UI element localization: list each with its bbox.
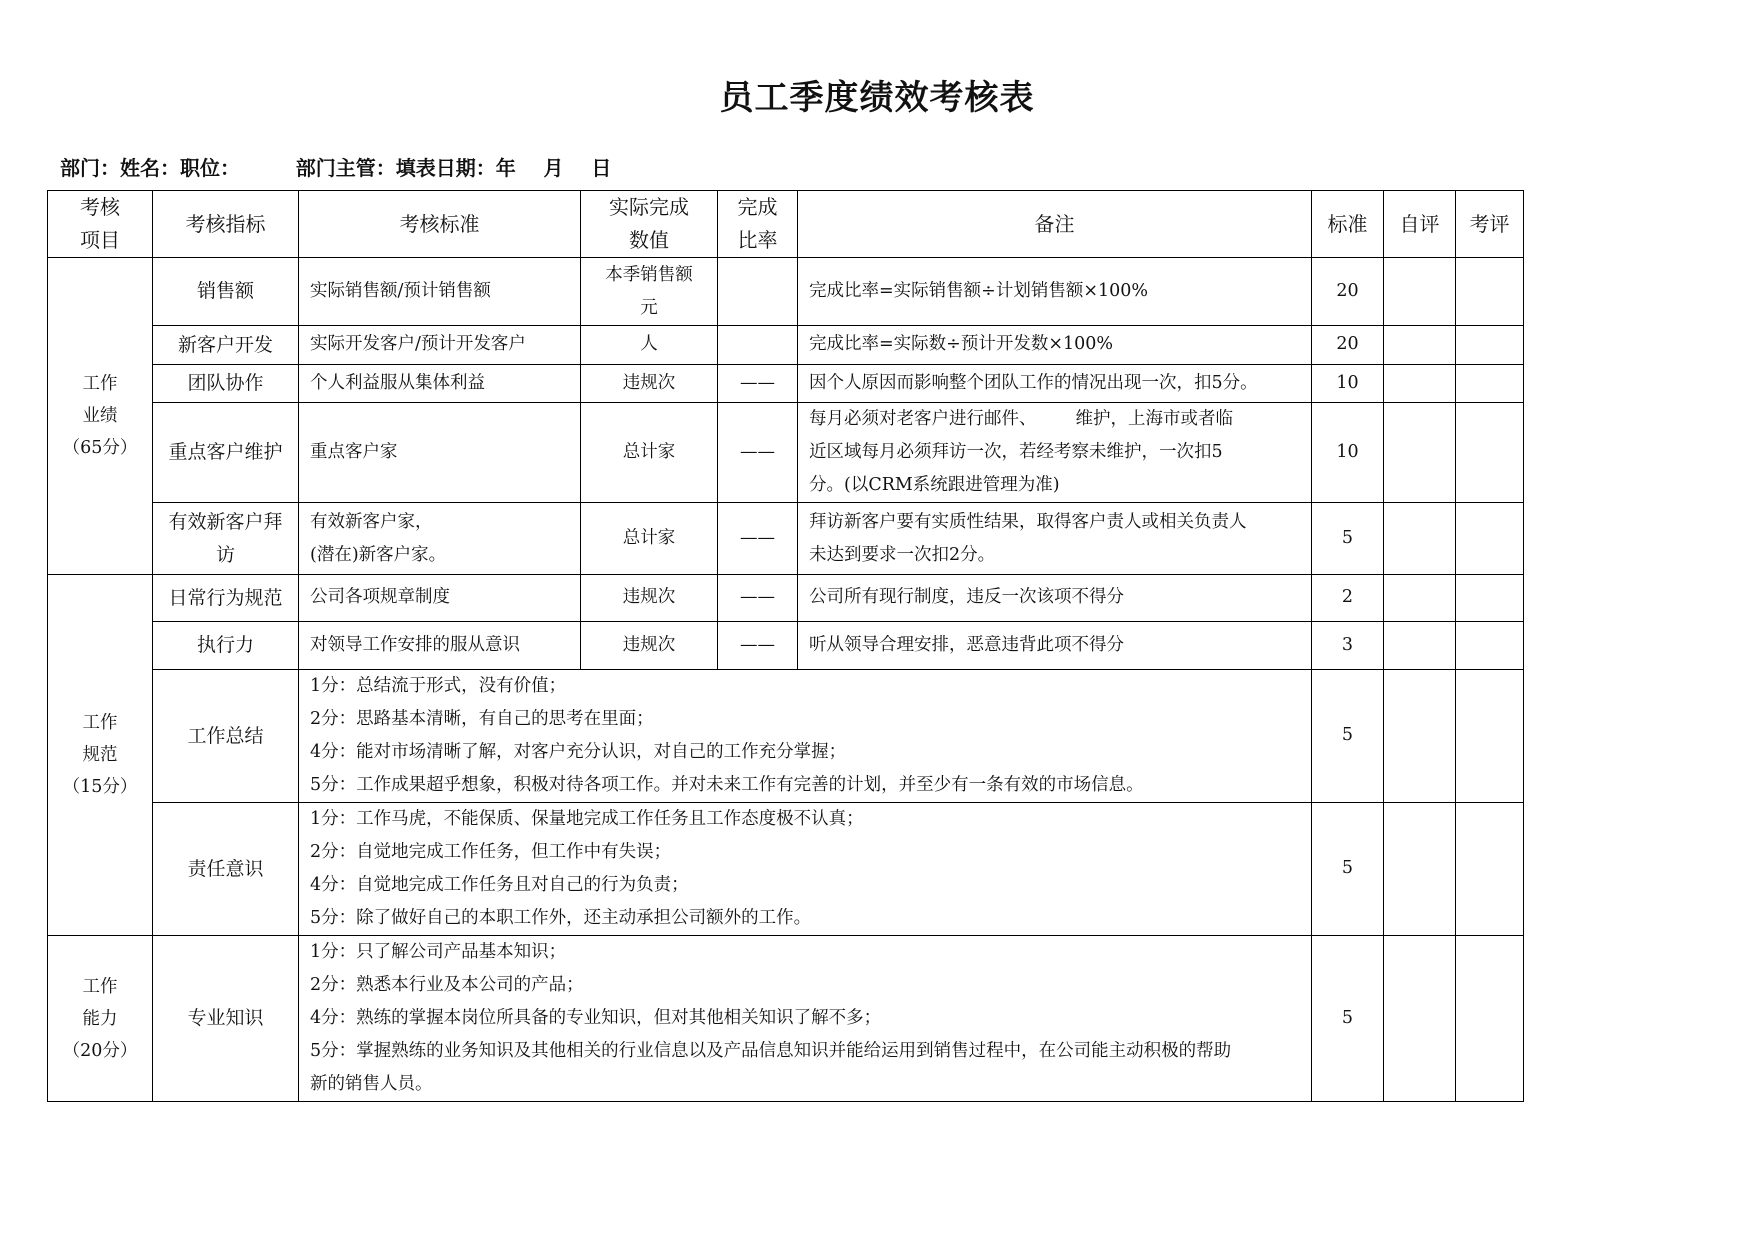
ratio-cell [718, 258, 798, 326]
table-row [48, 258, 1524, 326]
indicator-cell: 销售额 [153, 258, 299, 326]
self-eval-cell[interactable] [1384, 670, 1456, 803]
actual-cell: 人 [581, 326, 718, 365]
table-row [48, 503, 1524, 575]
actual-cell: 违规次 [581, 365, 718, 403]
header-ratio: 完成 比率 [718, 191, 798, 258]
score-cell: 5 [1312, 936, 1384, 1102]
score-cell: 2 [1312, 575, 1384, 622]
table-row [48, 936, 1524, 1102]
actual-cell: 本季销售额 元 [581, 258, 718, 326]
ratio-cell: —— [718, 622, 798, 670]
review-cell[interactable] [1456, 258, 1524, 326]
self-eval-cell[interactable] [1384, 575, 1456, 622]
remark-cell: 拜访新客户要有实质性结果，取得客户责人或相关负责人 未达到要求一次扣2分。 [798, 503, 1312, 575]
remark-cell: 每月必须对老客户进行邮件、 维护，上海市或者临 近区域每月必须拜访一次，若经考察未维护，一次扣5 分。(以CRM系统跟进管理为准) [798, 403, 1312, 503]
table-row [48, 670, 1524, 803]
indicator-cell: 重点客户维护 [153, 403, 299, 503]
review-cell[interactable] [1456, 365, 1524, 403]
table-row [48, 326, 1524, 365]
self-eval-cell[interactable] [1384, 258, 1456, 326]
review-cell[interactable] [1456, 575, 1524, 622]
category-ability: 工作 能力 （20分） [48, 936, 153, 1102]
remark-cell: 公司所有现行制度，违反一次该项不得分 [798, 575, 1312, 622]
score-cell: 20 [1312, 258, 1384, 326]
criteria-cell: 1分：工作马虎，不能保质、保量地完成工作任务且工作态度极不认真； 2分：自觉地完成工作任务，但工作中有失误； 4分：自觉地完成工作任务且对自己的行为负责； 5分：除了做好自己的本职工作外，还主动承担公司额外的工作。 [299, 803, 1312, 936]
header-self-eval: 自评 [1384, 191, 1456, 258]
review-cell[interactable] [1456, 622, 1524, 670]
table-row [48, 622, 1524, 670]
actual-cell: 总计家 [581, 503, 718, 575]
header-remark: 备注 [798, 191, 1312, 258]
indicator-cell: 日常行为规范 [153, 575, 299, 622]
criteria-cell: 1分：总结流于形式，没有价值； 2分：思路基本清晰，有自己的思考在里面； 4分：能对市场清晰了解，对客户充分认识，对自己的工作充分掌握； 5分：工作成果超乎想象，积极对待各项工作。并对未来工作有完善的计划，并至少有一条有效的市场信息。 [299, 670, 1312, 803]
review-cell[interactable] [1456, 326, 1524, 365]
ratio-cell [718, 326, 798, 365]
self-eval-cell[interactable] [1384, 803, 1456, 936]
review-cell[interactable] [1456, 936, 1524, 1102]
evaluation-table [47, 190, 1524, 1102]
table-row [48, 803, 1524, 936]
self-eval-cell[interactable] [1384, 326, 1456, 365]
category-conduct: 工作 规范 （15分） [48, 575, 153, 936]
actual-cell: 违规次 [581, 622, 718, 670]
standard-cell: 实际开发客户/预计开发客户 [299, 326, 581, 365]
score-cell: 5 [1312, 503, 1384, 575]
indicator-cell: 新客户开发 [153, 326, 299, 365]
remark-cell: 完成比率=实际数÷预计开发数×100% [798, 326, 1312, 365]
score-cell: 10 [1312, 403, 1384, 503]
remark-cell: 因个人原因而影响整个团队工作的情况出现一次，扣5分。 [798, 365, 1312, 403]
ratio-cell: —— [718, 403, 798, 503]
review-cell[interactable] [1456, 670, 1524, 803]
score-cell: 10 [1312, 365, 1384, 403]
table-row [48, 365, 1524, 403]
indicator-cell: 专业知识 [153, 936, 299, 1102]
self-eval-cell[interactable] [1384, 936, 1456, 1102]
criteria-cell: 1分：只了解公司产品基本知识； 2分：熟悉本行业及本公司的产品； 4分：熟练的掌握本岗位所具备的专业知识，但对其他相关知识了解不多； 5分：掌握熟练的业务知识及其他相关的行业信息以及产品信息知识并能给运用到销售过程中，在公司能主动积极的帮助 新的销售人员。 [299, 936, 1312, 1102]
header-item: 考核 项目 [48, 191, 153, 258]
standard-cell: 实际销售额/预计销售额 [299, 258, 581, 326]
header-score-standard: 标准 [1312, 191, 1384, 258]
table-row [48, 575, 1524, 622]
self-eval-cell[interactable] [1384, 503, 1456, 575]
standard-cell: 个人利益服从集体利益 [299, 365, 581, 403]
header-actual: 实际完成 数值 [581, 191, 718, 258]
review-cell[interactable] [1456, 803, 1524, 936]
indicator-cell: 责任意识 [153, 803, 299, 936]
score-cell: 5 [1312, 670, 1384, 803]
indicator-cell: 团队协作 [153, 365, 299, 403]
indicator-cell: 执行力 [153, 622, 299, 670]
actual-cell: 违规次 [581, 575, 718, 622]
self-eval-cell[interactable] [1384, 365, 1456, 403]
review-cell[interactable] [1456, 503, 1524, 575]
header-review: 考评 [1456, 191, 1524, 258]
standard-cell: 有效新客户家， (潜在)新客户家。 [299, 503, 581, 575]
ratio-cell: —— [718, 365, 798, 403]
remark-cell: 听从领导合理安排，恶意违背此项不得分 [798, 622, 1312, 670]
score-cell: 3 [1312, 622, 1384, 670]
remark-cell: 完成比率=实际销售额÷计划销售额×100% [798, 258, 1312, 326]
header-standard: 考核标准 [299, 191, 581, 258]
standard-cell: 对领导工作安排的服从意识 [299, 622, 581, 670]
form-info-line: 部门：姓名：职位： 部门主管：填表日期：年 月 日 [60, 156, 612, 180]
score-cell: 20 [1312, 326, 1384, 365]
ratio-cell: —— [718, 575, 798, 622]
indicator-cell: 有效新客户拜 访 [153, 503, 299, 575]
self-eval-cell[interactable] [1384, 622, 1456, 670]
score-cell: 5 [1312, 803, 1384, 936]
table-row [48, 403, 1524, 503]
indicator-cell: 工作总结 [153, 670, 299, 803]
actual-cell: 总计家 [581, 403, 718, 503]
standard-cell: 公司各项规章制度 [299, 575, 581, 622]
standard-cell: 重点客户家 [299, 403, 581, 503]
ratio-cell: —— [718, 503, 798, 575]
review-cell[interactable] [1456, 403, 1524, 503]
category-performance: 工作 业绩 （65分） [48, 258, 153, 575]
header-indicator: 考核指标 [153, 191, 299, 258]
page-title: 员工季度绩效考核表 [719, 78, 1035, 118]
self-eval-cell[interactable] [1384, 403, 1456, 503]
header-row [48, 191, 1524, 258]
